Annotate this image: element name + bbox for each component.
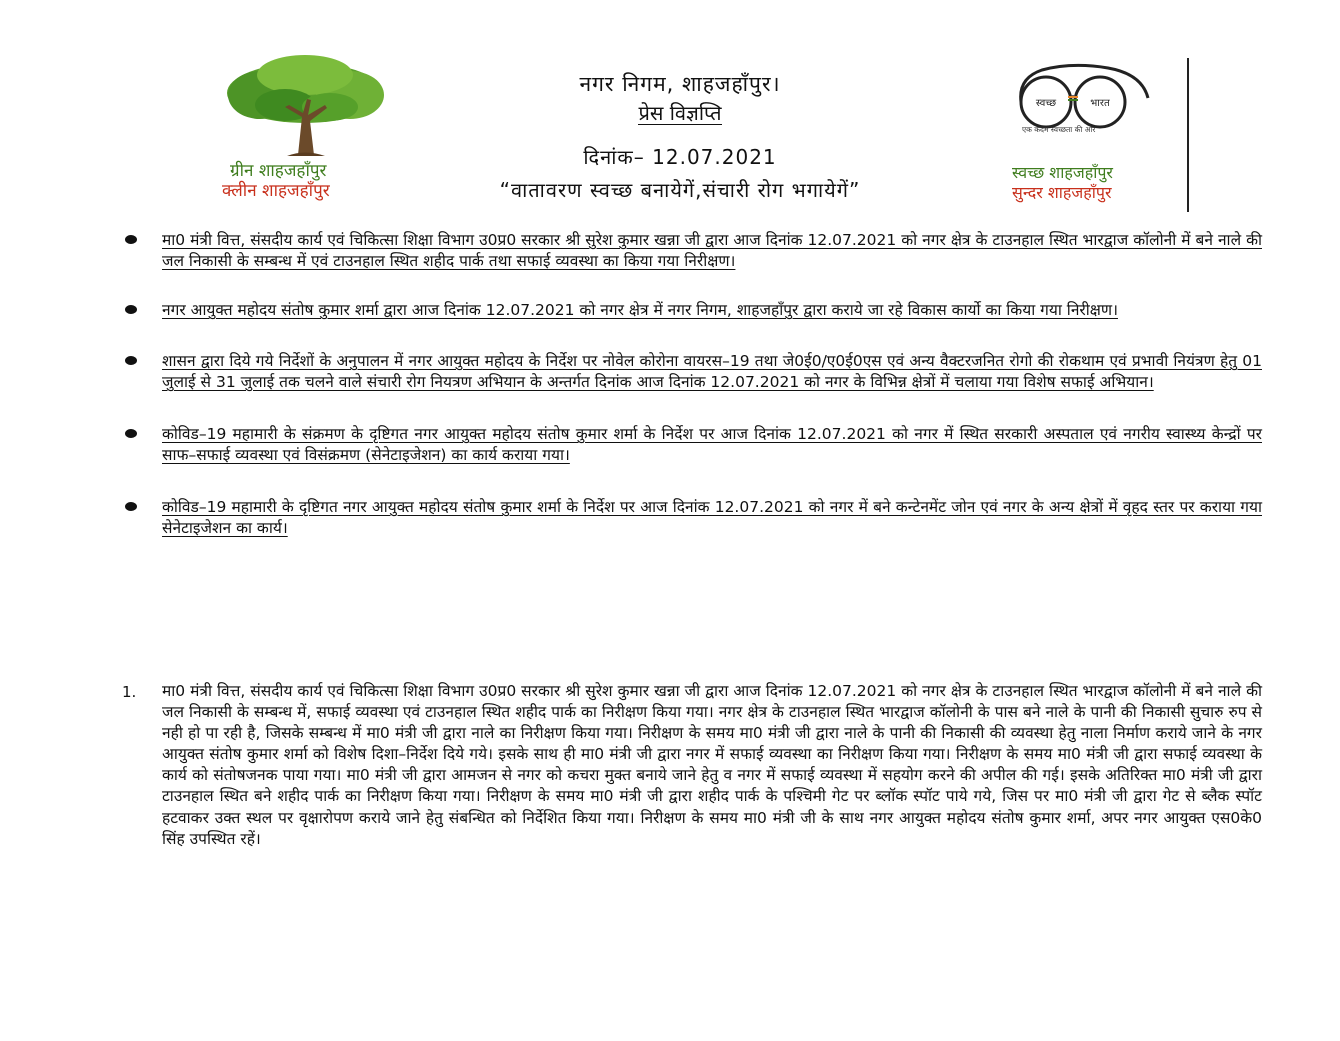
highlight-text: कोविड–19 महामारी के संक्रमण के दृष्टिगत नगर आयुक्त महोदय संतोष कुमार शर्मा के निर्देश पर आज दिनांक 12.07.2021 को नगर में स्थित सरकारी अस्पताल एवं नगरीय स्वास्थ्य केन्द्रों पर साफ–सफाई व्यवस्था एवं विसंक्रमण (सेनेटाइजेशन) का कार्य कराया गया। — [162, 425, 1262, 464]
green-shahjahanpur-logo — [205, 55, 405, 200]
highlight-text: कोविड–19 महामारी के दृष्टिगत नगर आयुक्त महोदय संतोष कुमार शर्मा के निर्देश पर आज दिनांक 12.07.2021 को नगर में बने कन्टेनमेंट जोन एवं नगर के अन्य क्षेत्रों में वृहद स्तर पर कराया गया सेनेटाइजेशन का कार्य। — [162, 498, 1262, 537]
organization-title: नगर निगम, शाहजहाँपुर। — [579, 72, 781, 96]
bullet-icon — [125, 305, 137, 314]
highlight-text: नगर आयुक्त महोदय संतोष कुमार शर्मा द्वारा आज दिनांक 12.07.2021 को नगर क्षेत्र में नगर निगम, शाहजहाँपुर द्वारा कराये जा रहे विकास कार्यो का किया गया निरीक्षण। — [162, 301, 1118, 319]
bullet-icon — [125, 429, 137, 438]
paragraph-text: मा0 मंत्री वित्त, संसदीय कार्य एवं चिकित्सा शिक्षा विभाग उ0प्र0 सरकार श्री सुरेश कुमार खन्ना जी द्वारा आज दिनांक 12.07.2021 को नगर क्षेत्र के टाउनहाल स्थित भारद्वाज कॉलोनी में बने नाले की जल निकासी के सम्बन्ध में, सफाई व्यवस्था एवं टाउनहाल स्थित शहीद पार्क का निरीक्षण किया गया। नगर क्षेत्र के टाउनहाल स्थित भारद्वाज कॉलोनी के पास बने नाले के पानी की निकासी सुचारु रुप से नही हो पा रही है, जिसके सम्बन्ध में मा0 मंत्री जी द्वारा नाले का निरीक्षण किया गया। निरीक्षण के समय मा0 मंत्री जी द्वारा नाले के पानी की निकासी की व्यवस्था हेतु नाला निर्माण कराये जाने के नगर आयुक्त संतोष कुमार शर्मा को विशेष दिशा–निर्देश दिये गये। इसके साथ ही मा0 मंत्री जी द्वारा नगर में सफाई व्यवस्था का निरीक्षण किया गया। निरीक्षण के समय मा0 मंत्री जी द्वारा सफाई व्यवस्था के कार्य को संतोषजनक पाया गया। मा0 मंत्री जी द्वारा आमजन से नगर को कचरा मुक्त बनाये जाने हेतु व नगर में सफाई व्यवस्था में सहयोग करने की अपील की गई। इसके अतिरिक्त मा0 मंत्री जी द्वारा टाउनहाल स्थित बने शहीद पार्क का निरीक्षण किया गया। निरीक्षण के समय मा0 मंत्री जी द्वारा शहीद पार्क के पश्चिमी गेट पर ब्लॉक स्पॉट पाये गये, जिस पर मा0 मंत्री जी द्वारा गेट से ब्लैक स्पॉट हटवाकर उक्त स्थल पर वृक्षारोपण कराये जाने हेतु संबन्धित को निर्देशित किया गया। निरीक्षण के समय मा0 मंत्री जी के साथ नगर आयुक्त महोदय संतोष कुमार शर्मा, अपर नगर आयुक्त एस0के0 सिंह उपस्थित रहें। — [162, 682, 1262, 848]
highlight-text: मा0 मंत्री वित्त, संसदीय कार्य एवं चिकित्सा शिक्षा विभाग उ0प्र0 सरकार श्री सुरेश कुमार खन्ना जी द्वारा आज दिनांक 12.07.2021 को नगर क्षेत्र के टाउनहाल स्थित भारद्वाज कॉलोनी में बने नाले की जल निकासी के सम्बन्ध में एवं टाउनहाल स्थित शहीद पार्क तथा सफाई व्यवस्था का किया गया निरीक्षण। — [162, 231, 1262, 270]
specs-left-text: स्वच्छ — [1035, 98, 1057, 109]
press-release-header — [420, 70, 940, 203]
list-item — [122, 424, 1262, 466]
slogan: “वातावरण स्वच्छ बनायेगें,संचारी रोग भगायेगें” — [499, 178, 861, 202]
list-item — [122, 351, 1262, 393]
release-date: दिनांक– 12.07.2021 — [583, 145, 777, 169]
swachh-shahjahanpur-logo — [1012, 62, 1157, 207]
list-item — [122, 230, 1262, 272]
specs-right-text: भारत — [1090, 98, 1110, 109]
press-release-title: प्रेस विज्ञप्ति — [638, 101, 722, 125]
logo-right-line1: स्वच्छ शाहजहाँपुर — [1012, 163, 1113, 182]
list-item — [122, 300, 1262, 321]
header-divider — [1187, 58, 1189, 212]
detail-paragraph — [122, 681, 1262, 850]
tree-icon — [215, 55, 395, 160]
highlights-list — [122, 230, 1262, 539]
bullet-icon — [125, 356, 137, 365]
logo-left-line2: क्लीन शाहजहाँपुर — [222, 181, 330, 201]
logo-left-line1: ग्रीन शाहजहाँपुर — [230, 161, 327, 181]
bullet-icon — [125, 502, 137, 511]
paragraph-number: 1. — [122, 683, 137, 701]
list-item — [122, 497, 1262, 539]
bullet-icon — [125, 235, 137, 244]
swachh-bharat-specs-icon — [1012, 62, 1157, 132]
swachh-tagline: एक कदम स्वच्छता की ओर — [1022, 125, 1096, 134]
logo-right-line2: सुन्दर शाहजहाँपुर — [1012, 183, 1112, 202]
highlight-text: शासन द्वारा दिये गये निर्देशों के अनुपालन में नगर आयुक्त महोदय के निर्देश पर नोवेल कोरोना वायरस–19 तथा जे0ई0/ए0ई0एस एवं अन्य वैक्टरजनित रोगो की रोकथाम एवं प्रभावी नियंत्रण हेतु 01 जुलाई से 31 जुलाई तक चलने वाले संचारी रोग नियत्रण अभियान के अन्तर्गत दिनांक आज दिनांक 12.07.2021 को नगर के विभिन्न क्षेत्रों में चलाया गया विशेष सफाई अभियान। — [162, 352, 1262, 391]
